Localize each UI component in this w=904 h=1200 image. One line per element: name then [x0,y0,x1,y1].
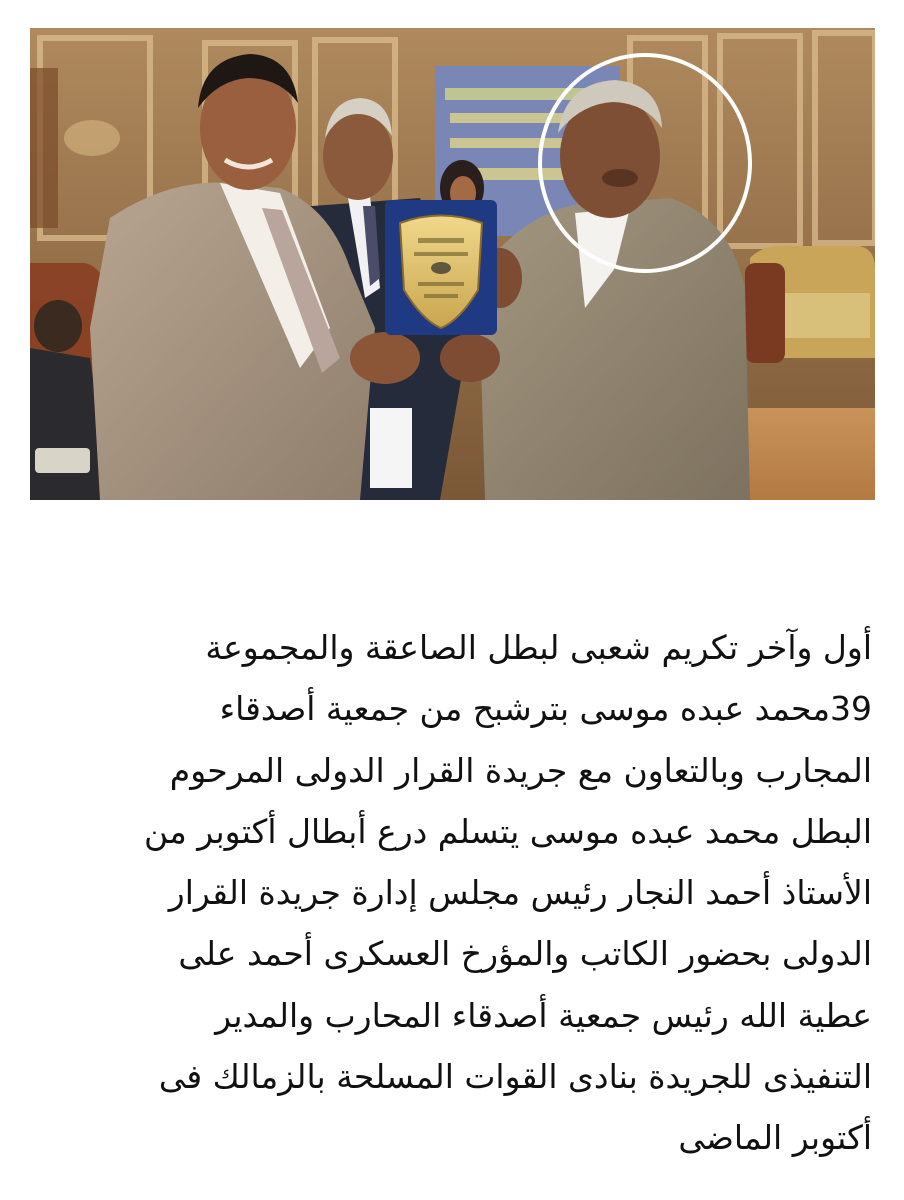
caption-line: عطية الله رئيس جمعية أصدقاء المحارب والمدير [215,995,872,1035]
caption-line: المجارب وبالتعاون مع جريدة القرار الدولى المرحوم [169,750,872,790]
caption-line: أكتوبر الماضى [678,1118,872,1158]
shield-plaque [385,200,497,335]
caption-line: الدولى بحضور الكاتب والمؤرخ العسكرى أحمد على [178,934,872,974]
ceremony-photo-illustration [30,28,875,500]
caption-line: 39محمد عبده موسى بترشبح من جمعية أصدقاء [219,689,872,729]
armchairs [745,246,875,364]
caption-text [30,617,872,1169]
caption-line: الأستاذ أحمد النجار رئيس مجلس إدارة جريدة القرار [168,873,872,913]
caption-line: البطل محمد عبده موسى يتسلم درع أبطال أكتوبر من [144,811,872,851]
caption-line: أول وآخر تكريم شعبى لبطل الصاعقة والمجموعة [205,628,872,667]
ceremony-photo [30,28,875,500]
caption-line: التنفيذى للجريدة بنادى القوات المسلحة بالزمالك فى [158,1057,872,1097]
